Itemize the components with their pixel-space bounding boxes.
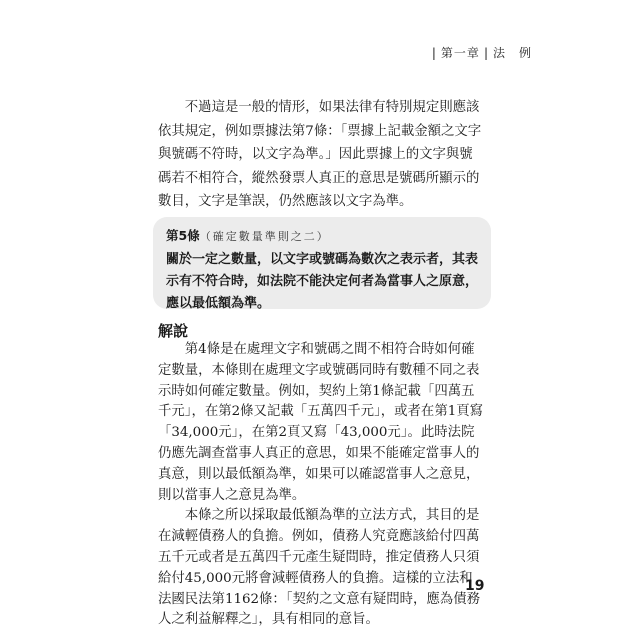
article-box (153, 217, 491, 309)
article-text: 關於一定之數量，以文字或號碼為數次之表示者，其表示有不符合時，如法院不能決定何者為當事人之原意，應以最低額為準。 (166, 252, 479, 311)
running-header (428, 44, 532, 61)
article-note: （確定數量準則之二） (199, 230, 330, 243)
header-divider: | (431, 46, 437, 60)
intro-paragraph-block (158, 96, 486, 214)
explanation-block (158, 340, 486, 631)
article-heading (166, 226, 479, 247)
article-number: 第5條 (166, 228, 200, 243)
page-number: 19 (465, 578, 485, 594)
section-title: 解說 (158, 322, 189, 340)
explanation-paragraph-1: 第4條是在處理文字和號碼之間不相符合時如何確定數量，本條則在處理文字或號碼同時有數種不同之表示時如何確定數量。例如，契約上第1條記載「四萬五千元」，在第2條又記載「五萬四千元」，或者在第1頁寫「34,000元」，在第2頁又寫「43,000元」。此時法院仍應先調查當事人真正的意思，如果不能確定當事人的真意，則以最低額為準，如果可以確認當事人之意見，則以當事人之意見為準。 (158, 342, 484, 503)
header-chapter: 第一章 (440, 46, 480, 60)
header-title: 法 例 (492, 46, 532, 60)
explanation-paragraph-2: 本條之所以採取最低額為準的立法方式，其目的是在減輕債務人的負擔。例如，債務人究竟應該給付四萬五千元或者是五萬四千元產生疑問時，推定債務人只須給付45,000元將會減輕債務人的負擔。這樣的立法和法國民法第1162條：「契約之文意有疑問時，應為債務人之利益解釋之」，具有相同的意旨。 (158, 508, 480, 628)
intro-paragraph: 不過這是一般的情形，如果法律有特別規定則應該依其規定，例如票據法第7條：「票據上記載金額之文字與號碼不符時，以文字為準。」因此票據上的文字與號碼若不相符合，縱然發票人真正的意思是號碼所顯示的數目，文字是筆誤，仍然應該以文字為準。 (158, 100, 482, 209)
header-divider: | (483, 46, 489, 60)
